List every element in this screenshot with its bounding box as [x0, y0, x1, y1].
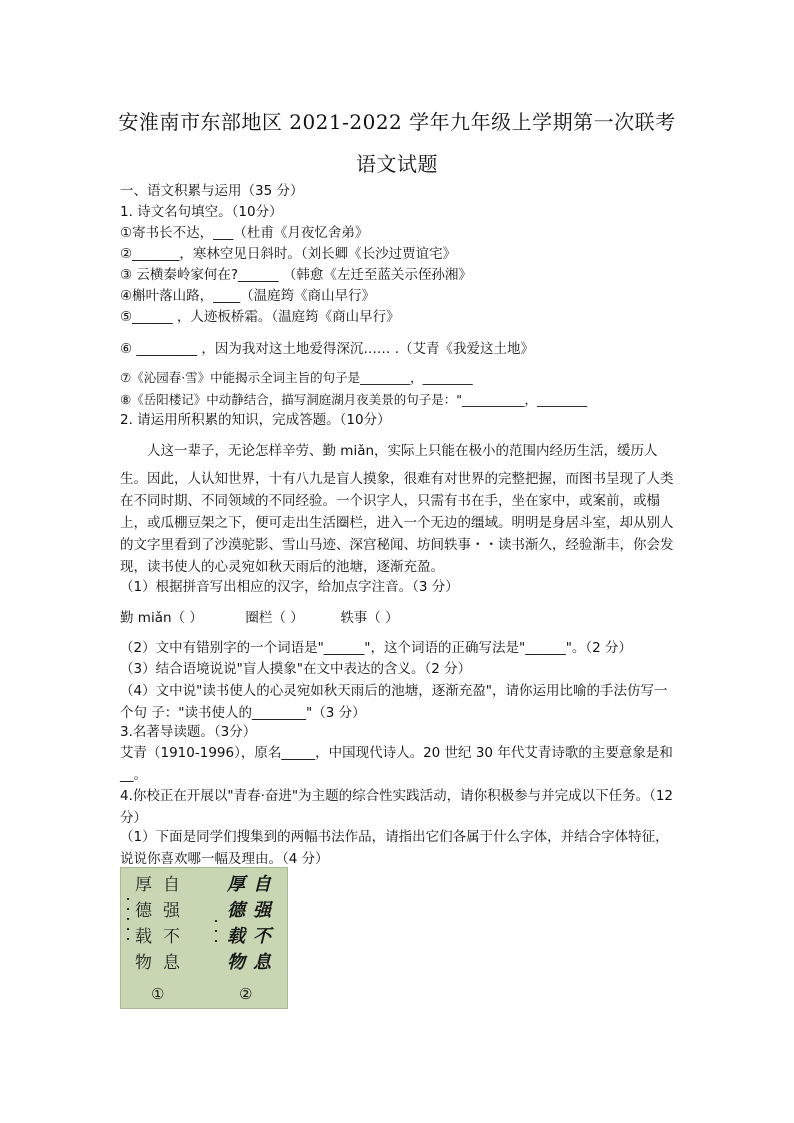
- work1-char: 强: [163, 901, 180, 921]
- q2-pinyin-row: [120, 609, 399, 627]
- work1-char: 载: [135, 927, 152, 947]
- q1-item-7: ⑦《沁园春·雪》中能揭示全词主旨的句子是________，________: [120, 370, 473, 385]
- work1-char: 厚: [135, 875, 152, 895]
- work2-number: ②: [239, 985, 253, 1003]
- work2-char: 息: [253, 952, 271, 973]
- q1-item-6: ⑥ _________ ，因为我对这土地爱得深沉…… .（艾青《我爱这土地》: [120, 341, 535, 357]
- work2-char: 强: [253, 900, 271, 921]
- work1-number: ①: [151, 985, 165, 1003]
- page-subtitle: 语文试题: [356, 152, 438, 176]
- calligraphy-work-1: [135, 875, 181, 1003]
- q1-item-8: ⑧《岳阳楼记》中动静结合，描写洞庭湖月夜美景的句子是："__________，________: [120, 392, 587, 407]
- q3-text: 艾青（1910-1996），原名_____，中国现代诗人。20 世纪 30 年代艾青诗歌的主要意象是和__。: [120, 745, 673, 783]
- page-title: 安淮南市东部地区 2021-2022 学年九年级上学期第一次联考: [118, 110, 676, 134]
- work1-char: 不: [163, 927, 180, 947]
- calligraphy-work-2: [226, 874, 274, 1003]
- work1-char: 物: [135, 953, 152, 973]
- passage-line-1: 人这一辈子，无论怎样辛劳、勤 miǎn，实际上只能在极小的范围内经历生活，缓历人: [147, 443, 658, 459]
- q2-sub3: （3）结合语境说说"盲人摸象"在文中表达的含义。（2 分）: [120, 661, 472, 677]
- pinyin-item-1: 勤 miǎn（ ）: [120, 610, 203, 626]
- work2-char: 载: [227, 926, 245, 947]
- q1-item-1: ①寄书长不达，___（杜甫《月夜忆舍弟》: [120, 225, 369, 241]
- q4-sub1: （1）下面是同学们搜集到的两幅书法作品，请指出它们各属于什么字体，并结合字体特征，说说你喜欢哪一幅及理由。（4 分）: [120, 829, 669, 867]
- q2-sub2: （2）文中有错别字的一个词语是"______"，这个词语的正确写法是"______"。（2 分）: [120, 640, 633, 656]
- work2-char: 不: [253, 926, 271, 947]
- q2-prompt: 2. 请运用所积累的知识，完成答题。（10分）: [120, 412, 391, 428]
- work2-char: 物: [227, 952, 245, 973]
- q1-prompt: 1. 诗文名句填空。（10分）: [120, 204, 283, 220]
- passage-body: 生。因此，人认知世界，十有八九是盲人摸象，很难有对世界的完整把握，而图书呈现了人类在不同时期、不同领域的不同经验。一个识字人，只需有书在手，坐在家中，或案前，或榻上，或瓜棚豆架之下，便可走出生活圈栏，进入一个无边的缰域。明明是身居斗室，却从别人的文字里看到了沙漠驼影、雪山马迹、深宫秘闻、坊间轶事・・读书渐久，经验渐丰，你会发现，读书使人的心灵宛如秋天雨后的池塘，逐渐充盈。: [120, 471, 674, 575]
- q2-sub4: （4）文中说"读书使人的心灵宛如秋天雨后的池塘，逐渐充盈"，请你运用比喻的手法仿写一个句 子："读书使人的________"（3 分）: [120, 683, 668, 721]
- pinyin-item-3: 轶事（ ）: [340, 610, 399, 626]
- q3-prompt: 3.名著导读题。（3分）: [120, 724, 257, 740]
- work2-char: 自: [253, 874, 271, 895]
- work2-char: 德: [227, 900, 245, 921]
- q1-item-4: ④槲叶落山路，____（温庭筠《商山早行》: [120, 288, 376, 304]
- calligraphy-image: [120, 867, 288, 1009]
- q1-item-2: ②_______，寒林空见日斜时。（刘长卿《长沙过贾谊宅》: [120, 246, 457, 262]
- q2-passage: [120, 440, 680, 462]
- work1-char: 德: [135, 901, 152, 921]
- work2-char: 厚: [227, 874, 245, 895]
- q1-item-3: ③ 云横秦岭家何在?______ （韩愈《左迁至蓝关示侄孙湘》: [120, 267, 472, 283]
- q2-sub1: （1）根据拼音写出相应的汉字，给加点字注音。（3 分）: [120, 579, 459, 595]
- pinyin-item-2: 圈栏（ ）: [245, 610, 304, 626]
- section-heading: 一、语文积累与运用（35 分）: [120, 183, 304, 199]
- q4-prompt: 4.你校正在开展以"青春·奋进"为主题的综合性实践活动，请你积极参与并完成以下任务。（12 分）: [120, 788, 674, 826]
- q2-passage-body: [120, 468, 680, 578]
- work1-char: 息: [163, 953, 180, 973]
- work1-char: 自: [163, 875, 180, 895]
- q1-item-5: ⑤______ ，人迹板桥霜。（温庭筠《商山早行》: [120, 309, 400, 325]
